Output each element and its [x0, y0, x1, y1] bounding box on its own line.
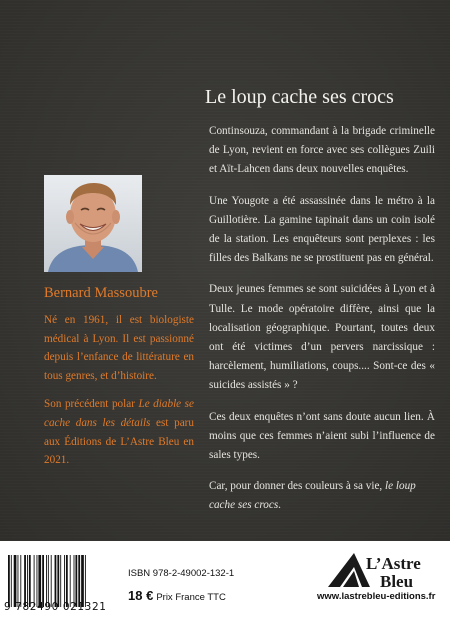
author-photo	[44, 175, 142, 272]
barcode-bar	[14, 555, 17, 607]
barcode-bar	[81, 555, 84, 607]
barcode-bar	[70, 555, 71, 607]
book-title: Le loup cache ses crocs	[205, 86, 394, 108]
barcode-bar	[64, 555, 65, 607]
publisher-website: www.lastrebleu-editions.fr	[317, 591, 436, 602]
synopsis-paragraph: Deux jeunes femmes se sont suicidées à Lyon et à Tulle. Le mode opératoire diffère, ainsi que la localisation géographique. Pourtant, toutes deux ont été victimes d’un pervers narcissique : harcèlement, humiliations, coups.... Sont-ce des « suicides assistés » ?	[209, 283, 435, 392]
barcode-bar	[29, 555, 31, 607]
barcode-bar	[42, 555, 44, 607]
barcode-bar	[48, 555, 49, 607]
barcode-bar	[11, 555, 12, 607]
barcode-bar	[38, 555, 41, 607]
previous-book-title: Le diable se cache dans les détails	[44, 398, 194, 429]
barcode-bar	[78, 555, 80, 607]
previous-prefix: Son précédent polar	[44, 398, 139, 411]
publisher-logo	[326, 549, 426, 597]
author-bio	[44, 311, 194, 480]
barcode-bar	[8, 555, 10, 607]
barcode-bar	[34, 555, 35, 607]
price-note: Prix France TTC	[156, 592, 226, 603]
logo-line1: L’Astre	[366, 554, 421, 573]
barcode-bar	[60, 555, 61, 607]
barcode-bar	[46, 555, 47, 607]
closing-line	[209, 477, 435, 515]
closing-prefix: Car, pour donner des couleurs à sa vie,	[209, 480, 386, 493]
barcode-bar	[75, 555, 77, 607]
barcode-bar	[20, 555, 21, 607]
barcode-bar	[24, 555, 26, 607]
price-row	[128, 587, 226, 605]
barcode-digits: 9 782490 021321	[4, 601, 107, 613]
closing-suffix: .	[278, 499, 281, 512]
barcode-bar	[57, 555, 59, 607]
previous-suffix: est paru aux Éditions de L’Astre Bleu en 2021.	[44, 416, 194, 467]
price: 18 €	[128, 588, 154, 603]
synopsis	[209, 122, 435, 528]
barcode-bar	[27, 555, 28, 607]
author-portrait-icon	[44, 175, 142, 272]
author-bio-paragraph: Né en 1961, il est biologiste médical à Lyon. Il est passionné depuis l’enfance de littérature en tous genres, et d’histoire.	[44, 314, 194, 382]
logo-line2: Bleu	[380, 572, 414, 591]
author-name: Bernard Massoubre	[44, 285, 158, 301]
barcode-bar	[74, 555, 75, 607]
barcode-bar	[51, 555, 52, 607]
previous-book-paragraph	[44, 395, 194, 469]
synopsis-paragraph: Continsouza, commandant à la brigade criminelle de Lyon, revient en force avec ses collègues Zuili et Aït-Lahcen dans deux nouvelles enquêtes.	[209, 125, 435, 176]
barcode-bar	[66, 555, 68, 607]
barcode-bar	[37, 555, 38, 607]
barcode-bar	[55, 555, 57, 607]
back-strip	[0, 541, 450, 628]
isbn: ISBN 978-2-49002-132-1	[128, 568, 235, 579]
synopsis-paragraph: Une Yougote a été assassinée dans le métro à la Guillotière. La gamine tapinait dans un coin isolé de la station. Les enquêteurs sont perplexes : les filles des Balkans ne se prostituent pas en général.	[209, 194, 435, 265]
synopsis-paragraph: Ces deux enquêtes n’ont sans doute aucun lien. À moins que ces femmes n’aient subi l’influence de sales types.	[209, 410, 435, 462]
closing-book-title: le loup cache ses crocs	[209, 480, 416, 512]
barcode-bar	[85, 555, 86, 607]
barcode-bar	[18, 555, 19, 607]
